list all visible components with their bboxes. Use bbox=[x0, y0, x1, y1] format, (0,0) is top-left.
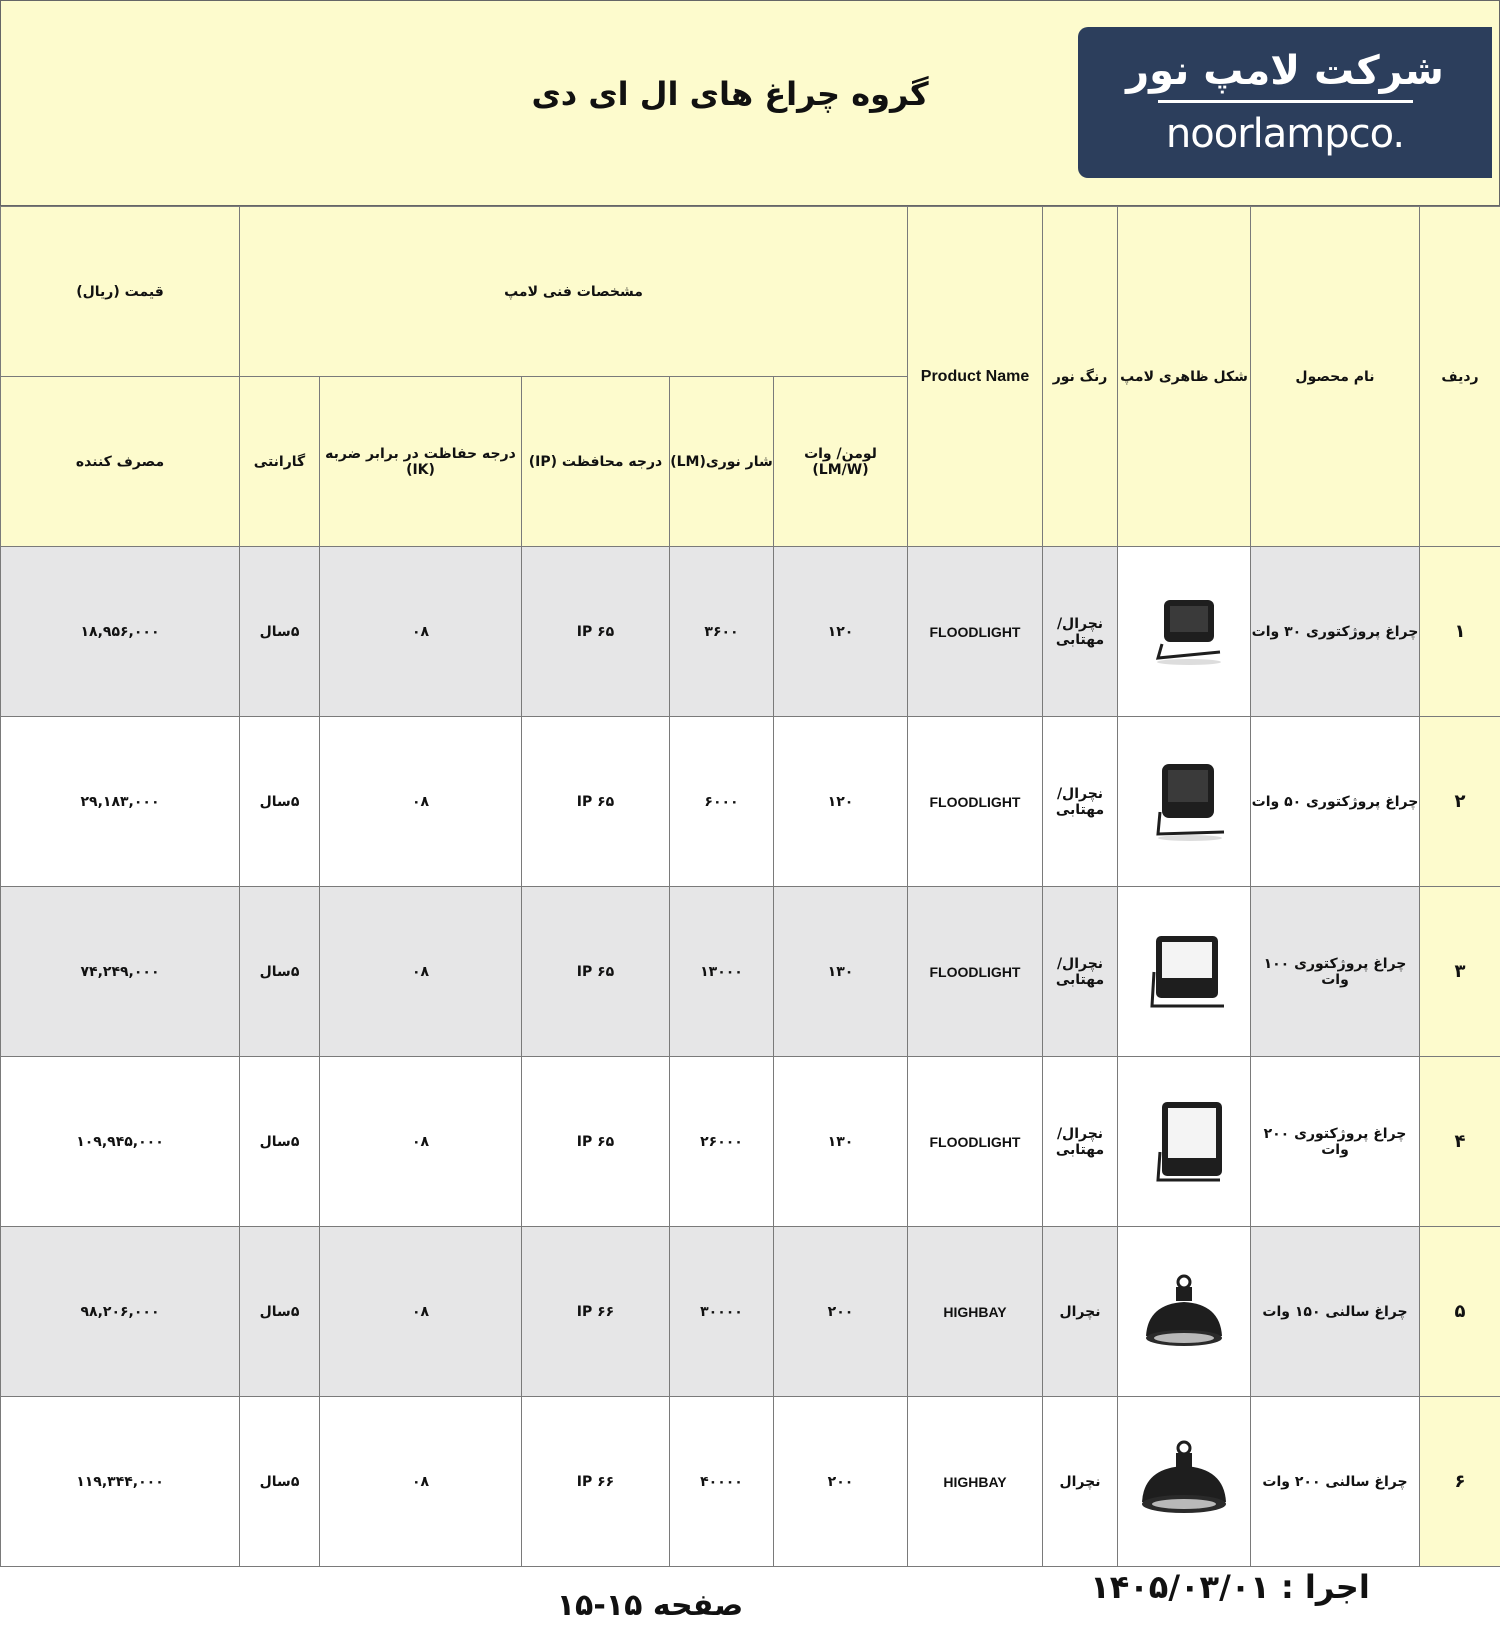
lamp-image-cell bbox=[1118, 547, 1251, 717]
table-row bbox=[1, 1057, 1500, 1227]
page-title: گروه چراغ های ال ای دی bbox=[531, 75, 929, 113]
consumer-price-header: مصرف کننده bbox=[1, 377, 240, 547]
luminous-flux-cell: ۴۰۰۰۰ bbox=[670, 1397, 774, 1567]
price-list-table bbox=[0, 206, 1500, 1567]
floodlight-icon bbox=[1134, 1092, 1234, 1192]
price-cell: ۱۰۹,۹۴۵,۰۰۰ bbox=[1, 1057, 240, 1227]
lamp-image-cell bbox=[1118, 717, 1251, 887]
light-color-cell: نچرال bbox=[1043, 1397, 1118, 1567]
product-name-en-cell: HIGHBAY bbox=[908, 1227, 1043, 1397]
warranty-header: گارانتی bbox=[240, 377, 320, 547]
efficacy-cell: ۲۰۰ bbox=[774, 1227, 908, 1397]
ip-rating-header: درجه محافظت (IP) bbox=[522, 377, 670, 547]
price-cell: ۷۴,۲۴۹,۰۰۰ bbox=[1, 887, 240, 1057]
light-color-header: رنگ نور bbox=[1043, 207, 1118, 547]
ik-rating-header: درجه حفاظت در برابر ضربه (IK) bbox=[320, 377, 522, 547]
ik-cell: ۰۸ bbox=[320, 717, 522, 887]
ik-cell: ۰۸ bbox=[320, 1227, 522, 1397]
price-cell: ۱۱۹,۳۴۴,۰۰۰ bbox=[1, 1397, 240, 1567]
table-row bbox=[1, 1227, 1500, 1397]
table-row bbox=[1, 547, 1500, 717]
company-logo bbox=[1078, 27, 1492, 178]
light-color-cell: نچرال/مهتابی bbox=[1043, 547, 1118, 717]
warranty-cell: ۵سال bbox=[240, 717, 320, 887]
efficacy-cell: ۱۳۰ bbox=[774, 1057, 908, 1227]
warranty-cell: ۵سال bbox=[240, 547, 320, 717]
price-cell: ۲۹,۱۸۳,۰۰۰ bbox=[1, 717, 240, 887]
efficacy-cell: ۱۲۰ bbox=[774, 717, 908, 887]
lamp-image-cell bbox=[1118, 1397, 1251, 1567]
efficacy-cell: ۱۳۰ bbox=[774, 887, 908, 1057]
floodlight-icon bbox=[1134, 752, 1234, 852]
luminous-flux-cell: ۲۶۰۰۰ bbox=[670, 1057, 774, 1227]
product-name-en-cell: FLOODLIGHT bbox=[908, 547, 1043, 717]
efficacy-cell: ۲۰۰ bbox=[774, 1397, 908, 1567]
product-name-fa-cell: چراغ پروژکتوری ۲۰۰ وات bbox=[1251, 1057, 1420, 1227]
product-name-fa-cell: چراغ پروژکتوری ۳۰ وات bbox=[1251, 547, 1420, 717]
lamp-image-cell bbox=[1118, 1057, 1251, 1227]
luminous-flux-cell: ۶۰۰۰ bbox=[670, 717, 774, 887]
row-number-cell: ۴ bbox=[1420, 1057, 1500, 1227]
product-name-fa-cell: چراغ سالنی ۱۵۰ وات bbox=[1251, 1227, 1420, 1397]
ip-cell: IP ۶۶ bbox=[522, 1227, 670, 1397]
light-color-cell: نچرال/مهتابی bbox=[1043, 717, 1118, 887]
product-name-fa-header: نام محصول bbox=[1251, 207, 1420, 547]
appearance-header: شکل ظاهری لامپ bbox=[1118, 207, 1251, 547]
ik-cell: ۰۸ bbox=[320, 1397, 522, 1567]
row-number-cell: ۵ bbox=[1420, 1227, 1500, 1397]
ip-cell: IP ۶۶ bbox=[522, 1397, 670, 1567]
product-name-fa-cell: چراغ سالنی ۲۰۰ وات bbox=[1251, 1397, 1420, 1567]
product-name-en-cell: FLOODLIGHT bbox=[908, 1057, 1043, 1227]
row-number-cell: ۳ bbox=[1420, 887, 1500, 1057]
luminous-flux-cell: ۳۶۰۰ bbox=[670, 547, 774, 717]
efficacy-header: لومن/ وات (LM/W) bbox=[774, 377, 908, 547]
table-row bbox=[1, 1397, 1500, 1567]
technical-specs-header: مشخصات فنی لامپ bbox=[240, 207, 908, 377]
table-row bbox=[1, 887, 1500, 1057]
ik-cell: ۰۸ bbox=[320, 547, 522, 717]
price-cell: ۹۸,۲۰۶,۰۰۰ bbox=[1, 1227, 240, 1397]
floodlight-icon bbox=[1134, 582, 1234, 682]
efficacy-cell: ۱۲۰ bbox=[774, 547, 908, 717]
logo-english-text: noorlampco. bbox=[1165, 111, 1405, 157]
ik-cell: ۰۸ bbox=[320, 887, 522, 1057]
row-number-cell: ۱ bbox=[1420, 547, 1500, 717]
highbay-icon bbox=[1134, 1262, 1234, 1362]
row-number-cell: ۲ bbox=[1420, 717, 1500, 887]
logo-divider bbox=[1158, 100, 1413, 103]
product-name-fa-cell: چراغ پروژکتوری ۱۰۰ وات bbox=[1251, 887, 1420, 1057]
light-color-cell: نچرال/مهتابی bbox=[1043, 887, 1118, 1057]
ip-cell: IP ۶۵ bbox=[522, 887, 670, 1057]
row-number-header: ردیف bbox=[1420, 207, 1500, 547]
effective-date: اجرا : ۱۴۰۵/۰۳/۰۱ bbox=[1090, 1568, 1370, 1606]
warranty-cell: ۵سال bbox=[240, 887, 320, 1057]
floodlight-icon bbox=[1134, 922, 1234, 1022]
logo-persian-text: شرکت لامپ نور bbox=[1126, 48, 1444, 94]
product-name-fa-cell: چراغ پروژکتوری ۵۰ وات bbox=[1251, 717, 1420, 887]
ip-cell: IP ۶۵ bbox=[522, 717, 670, 887]
highbay-icon bbox=[1134, 1432, 1234, 1532]
lamp-image-cell bbox=[1118, 1227, 1251, 1397]
luminous-flux-header: شار نوری(LM) bbox=[670, 377, 774, 547]
luminous-flux-cell: ۳۰۰۰۰ bbox=[670, 1227, 774, 1397]
product-name-en-cell: FLOODLIGHT bbox=[908, 887, 1043, 1057]
light-color-cell: نچرال bbox=[1043, 1227, 1118, 1397]
luminous-flux-cell: ۱۳۰۰۰ bbox=[670, 887, 774, 1057]
ik-cell: ۰۸ bbox=[320, 1057, 522, 1227]
warranty-cell: ۵سال bbox=[240, 1397, 320, 1567]
price-header: قیمت (ریال) bbox=[1, 207, 240, 377]
lamp-image-cell bbox=[1118, 887, 1251, 1057]
warranty-cell: ۵سال bbox=[240, 1057, 320, 1227]
product-name-en-cell: HIGHBAY bbox=[908, 1397, 1043, 1567]
product-name-en-header: Product Name bbox=[908, 207, 1043, 547]
price-cell: ۱۸,۹۵۶,۰۰۰ bbox=[1, 547, 240, 717]
warranty-cell: ۵سال bbox=[240, 1227, 320, 1397]
page-number: صفحه ۱۵-۱۵ bbox=[556, 1588, 744, 1623]
table-row bbox=[1, 717, 1500, 887]
ip-cell: IP ۶۵ bbox=[522, 1057, 670, 1227]
product-name-en-cell: FLOODLIGHT bbox=[908, 717, 1043, 887]
row-number-cell: ۶ bbox=[1420, 1397, 1500, 1567]
light-color-cell: نچرال/مهتابی bbox=[1043, 1057, 1118, 1227]
ip-cell: IP ۶۵ bbox=[522, 547, 670, 717]
